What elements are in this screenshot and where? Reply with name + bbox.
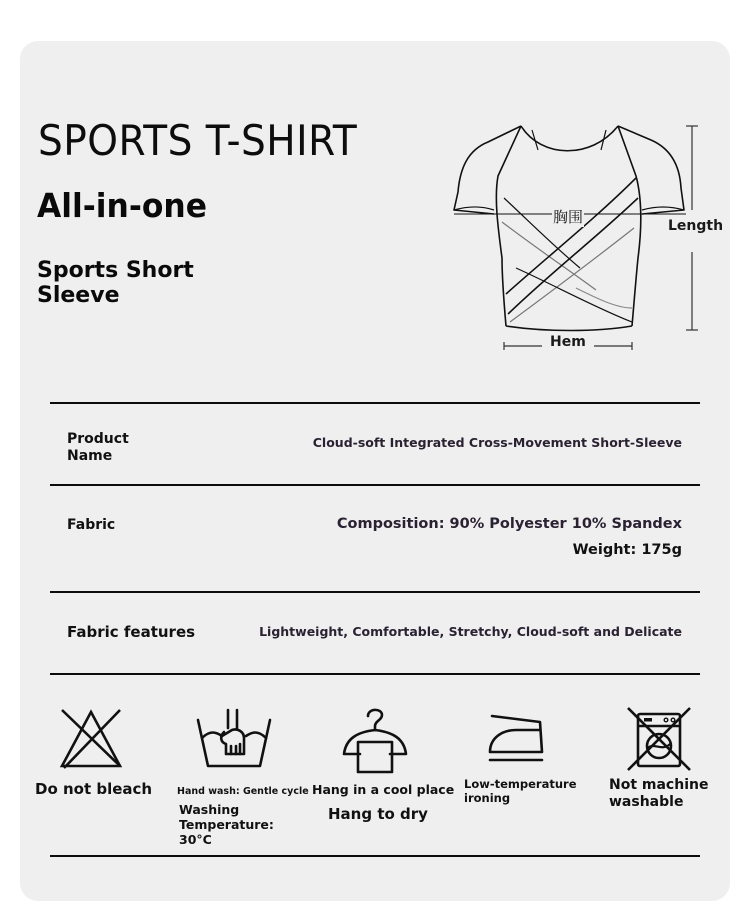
hem-label: Hem: [550, 334, 586, 350]
no-machine-wash-icon: [626, 706, 692, 772]
spec-value-product-name: Cloud-soft Integrated Cross-Movement Short-Sleeve: [312, 435, 682, 450]
divider: [50, 673, 700, 675]
spec-value-composition: Composition: 90% Polyester 10% Spandex: [336, 516, 682, 532]
care-label-not-machine-washable: Not machine washable: [609, 777, 709, 810]
care-label-no-bleach: Do not bleach: [35, 780, 153, 798]
divider: [50, 591, 700, 593]
hang-dry-icon: [340, 704, 410, 774]
subtitle: All-in-one: [37, 186, 207, 225]
spec-label-fabric: Fabric: [67, 517, 116, 533]
spec-label-fabric-features: Fabric features: [67, 623, 196, 641]
hand-wash-icon: [194, 708, 274, 770]
spec-label-product-name: Product Name: [67, 431, 129, 464]
page-title: SPORTS T-SHIRT: [38, 116, 358, 165]
care-label-low-temp-ironing: Low-temperature ironing: [464, 777, 577, 805]
no-bleach-icon: [58, 706, 124, 770]
length-label: Length: [668, 218, 724, 234]
care-label-hang-dry: Hang to dry: [328, 805, 428, 823]
care-caption-hang-cool: Hang in a cool place: [312, 782, 455, 797]
spec-value-weight: Weight: 175g: [572, 542, 682, 558]
care-caption-hand-wash: Hand wash: Gentle cycle: [177, 786, 309, 797]
divider: [50, 484, 700, 486]
chest-label: 胸围: [553, 208, 584, 226]
divider: [50, 855, 700, 857]
spec-value-fabric-features: Lightweight, Comfortable, Stretchy, Cloud-soft and Delicate: [259, 624, 682, 639]
care-label-wash-temperature: Washing Temperature: 30°C: [179, 802, 274, 847]
iron-low-icon: [486, 712, 548, 764]
divider: [50, 402, 700, 404]
tagline: Sports Short Sleeve: [37, 258, 194, 308]
garment-diagram: [446, 118, 746, 358]
